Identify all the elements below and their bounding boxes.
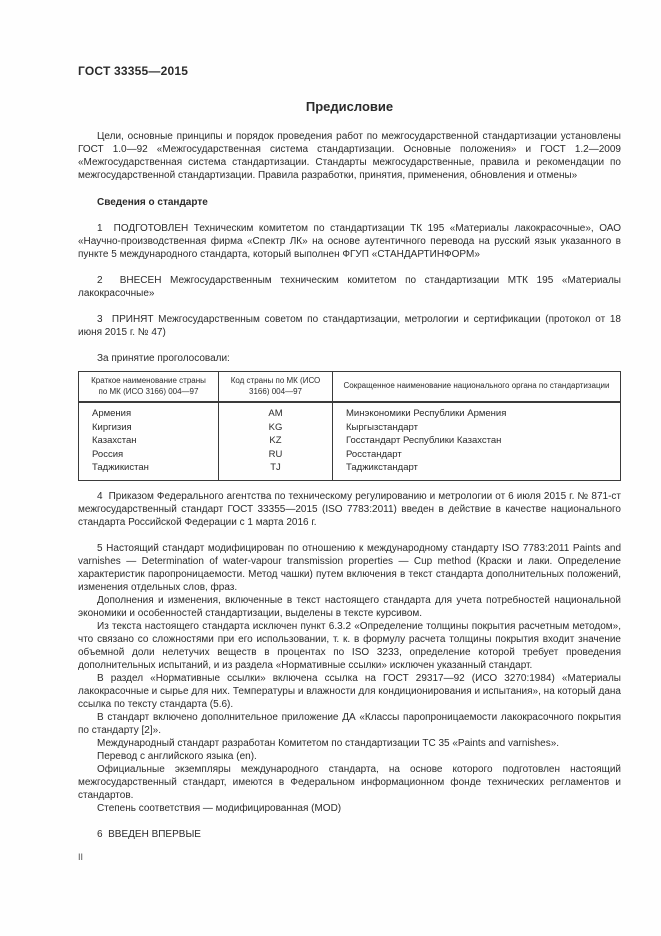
info-item-4: 4 Приказом Федерального агентства по техническому регулированию и метрологии от 6 июля 2015 г. № 871-ст межгосударственный стандарт ГОСТ 33355—2015 (ISO 7783:2011) введен в действие в качестве национального стандарта Российской Федерации с 1 марта 2016 г.	[78, 490, 621, 528]
vote-table-header-code: Код страны по МК (ИСО 3166) 004—97	[219, 372, 333, 403]
cell-code: KG	[219, 421, 333, 435]
cell-org: Госстандарт Республики Казахстан	[333, 434, 621, 448]
info-item-1: 1 ПОДГОТОВЛЕН Техническим комитетом по стандартизации ТК 195 «Материалы лакокрасочные», ОАО «Научно-производственная фирма «Спектр ЛК» на основе аутентичного перевода на русский язык указанного в пункте 5 международного стандарта, который выполнен ФГУП «СТАНДАРТИНФОРМ»	[78, 223, 621, 260]
cell-code: KZ	[219, 434, 333, 448]
cell-code: AM	[219, 402, 333, 421]
vote-label: За принятие проголосовали:	[97, 353, 230, 364]
table-row	[79, 402, 621, 421]
info-item-5-paragraph: В раздел «Нормативные ссылки» включена ссылка на ГОСТ 29317—92 (ИСО 3270:1984) «Материалы лакокрасочные и сырье для них. Температуры и влажности для кондиционирования и испытания», на который дана ссылка по тексту стандарта (5.6).	[78, 672, 621, 710]
cell-country: Киргизия	[79, 421, 219, 435]
doc-code: ГОСТ 33355—2015	[78, 64, 189, 78]
info-item-5-paragraph: Степень соответствия — модифицированная (MOD)	[97, 802, 342, 814]
cell-code: RU	[219, 448, 333, 462]
cell-country: Россия	[79, 448, 219, 462]
cell-org: Росстандарт	[333, 448, 621, 462]
cell-country: Армения	[79, 402, 219, 421]
info-item-5-paragraph: Из текста настоящего стандарта исключен пункт 6.3.2 «Определение толщины покрытия расчетным методом», что связано со сложностями при его использовании, т. к. в формулу расчета толщины покрытия входит значение объемной доли нелетучих веществ в процентах по ISO 3233, определение которой требует проведения дополнительных испытаний, и из раздела «Нормативные ссылки» исключен указанный стандарт.	[78, 620, 621, 671]
cell-org: Кыргызстандарт	[333, 421, 621, 435]
info-item-5-paragraph: Официальные экземпляры международного стандарта, на основе которого подготовлен настоящий межгосударственный стандарт, имеются в Федеральном информационном фонде технических регламентов и стандартов.	[78, 763, 621, 801]
info-item-5-paragraph: Перевод с английского языка (en).	[97, 750, 257, 762]
info-item-3: 3 ПРИНЯТ Межгосударственным советом по стандартизации, метрологии и сертификации (протокол от 18 июня 2015 г. № 47)	[78, 314, 621, 338]
page-title: Предисловие	[305, 99, 394, 114]
info-item-5-paragraph: 5 Настоящий стандарт модифицирован по отношению к международному стандарту ISO 7783:2011 Paints and varnishes — Determination of water-vapour transmission properties — Cup method (Краски и лаки. Определение характеристик паропроницаемости. Метод чашки) путем включения в текст стандарта дополнительных положений, изменения отдельных слов, фраз.	[78, 542, 621, 593]
page-number: II	[78, 851, 84, 862]
vote-table-header-country: Краткое наименование страны по МК (ИСО 3166) 004—97	[79, 372, 219, 403]
table-row	[79, 434, 621, 448]
cell-code: TJ	[219, 461, 333, 480]
vote-table-header-row	[79, 372, 621, 403]
info-item-5-block	[78, 542, 621, 815]
info-item-5-paragraph: Международный стандарт разработан Комитетом по стандартизации ТС 35 «Paints and varnishes».	[97, 737, 560, 749]
table-row	[79, 461, 621, 480]
info-item-5-paragraph: В стандарт включено дополнительное приложение ДА «Классы паропроницаемости лакокрасочного покрытия по стандарту [2]».	[78, 711, 621, 736]
vote-table	[78, 371, 621, 481]
info-item-2: 2 ВНЕСЕН Межгосударственным техническим комитетом по стандартизации МТК 195 «Материалы лакокрасочные»	[78, 275, 621, 299]
info-item-6: 6 ВВЕДЕН ВПЕРВЫЕ	[97, 828, 201, 840]
cell-country: Казахстан	[79, 434, 219, 448]
intro-paragraph: Цели, основные принципы и порядок проведения работ по межгосударственной стандартизации установлены ГОСТ 1.0—92 «Межгосударственная система стандартизации. Основные положения» и ГОСТ 1.2—2009 «Межгосударственная система стандартизации. Стандарты межгосударственные, правила и рекомендации по межгосударственной стандартизации. Правила разработки, принятия, применения, обновления и отмены»	[78, 131, 621, 181]
vote-table-header-org: Сокращенное наименование национального органа по стандартизации	[333, 372, 621, 403]
cell-org: Минэкономики Республики Армения	[333, 402, 621, 421]
info-item-5-paragraph: Дополнения и изменения, включенные в текст настоящего стандарта для учета потребностей национальной экономики и особенностей стандартизации, выделены в тексте курсивом.	[78, 594, 621, 619]
table-row	[79, 448, 621, 462]
section-heading-standard-info: Сведения о стандарте	[97, 197, 208, 208]
table-row	[79, 421, 621, 435]
cell-org: Таджикстандарт	[333, 461, 621, 480]
cell-country: Таджикистан	[79, 461, 219, 480]
